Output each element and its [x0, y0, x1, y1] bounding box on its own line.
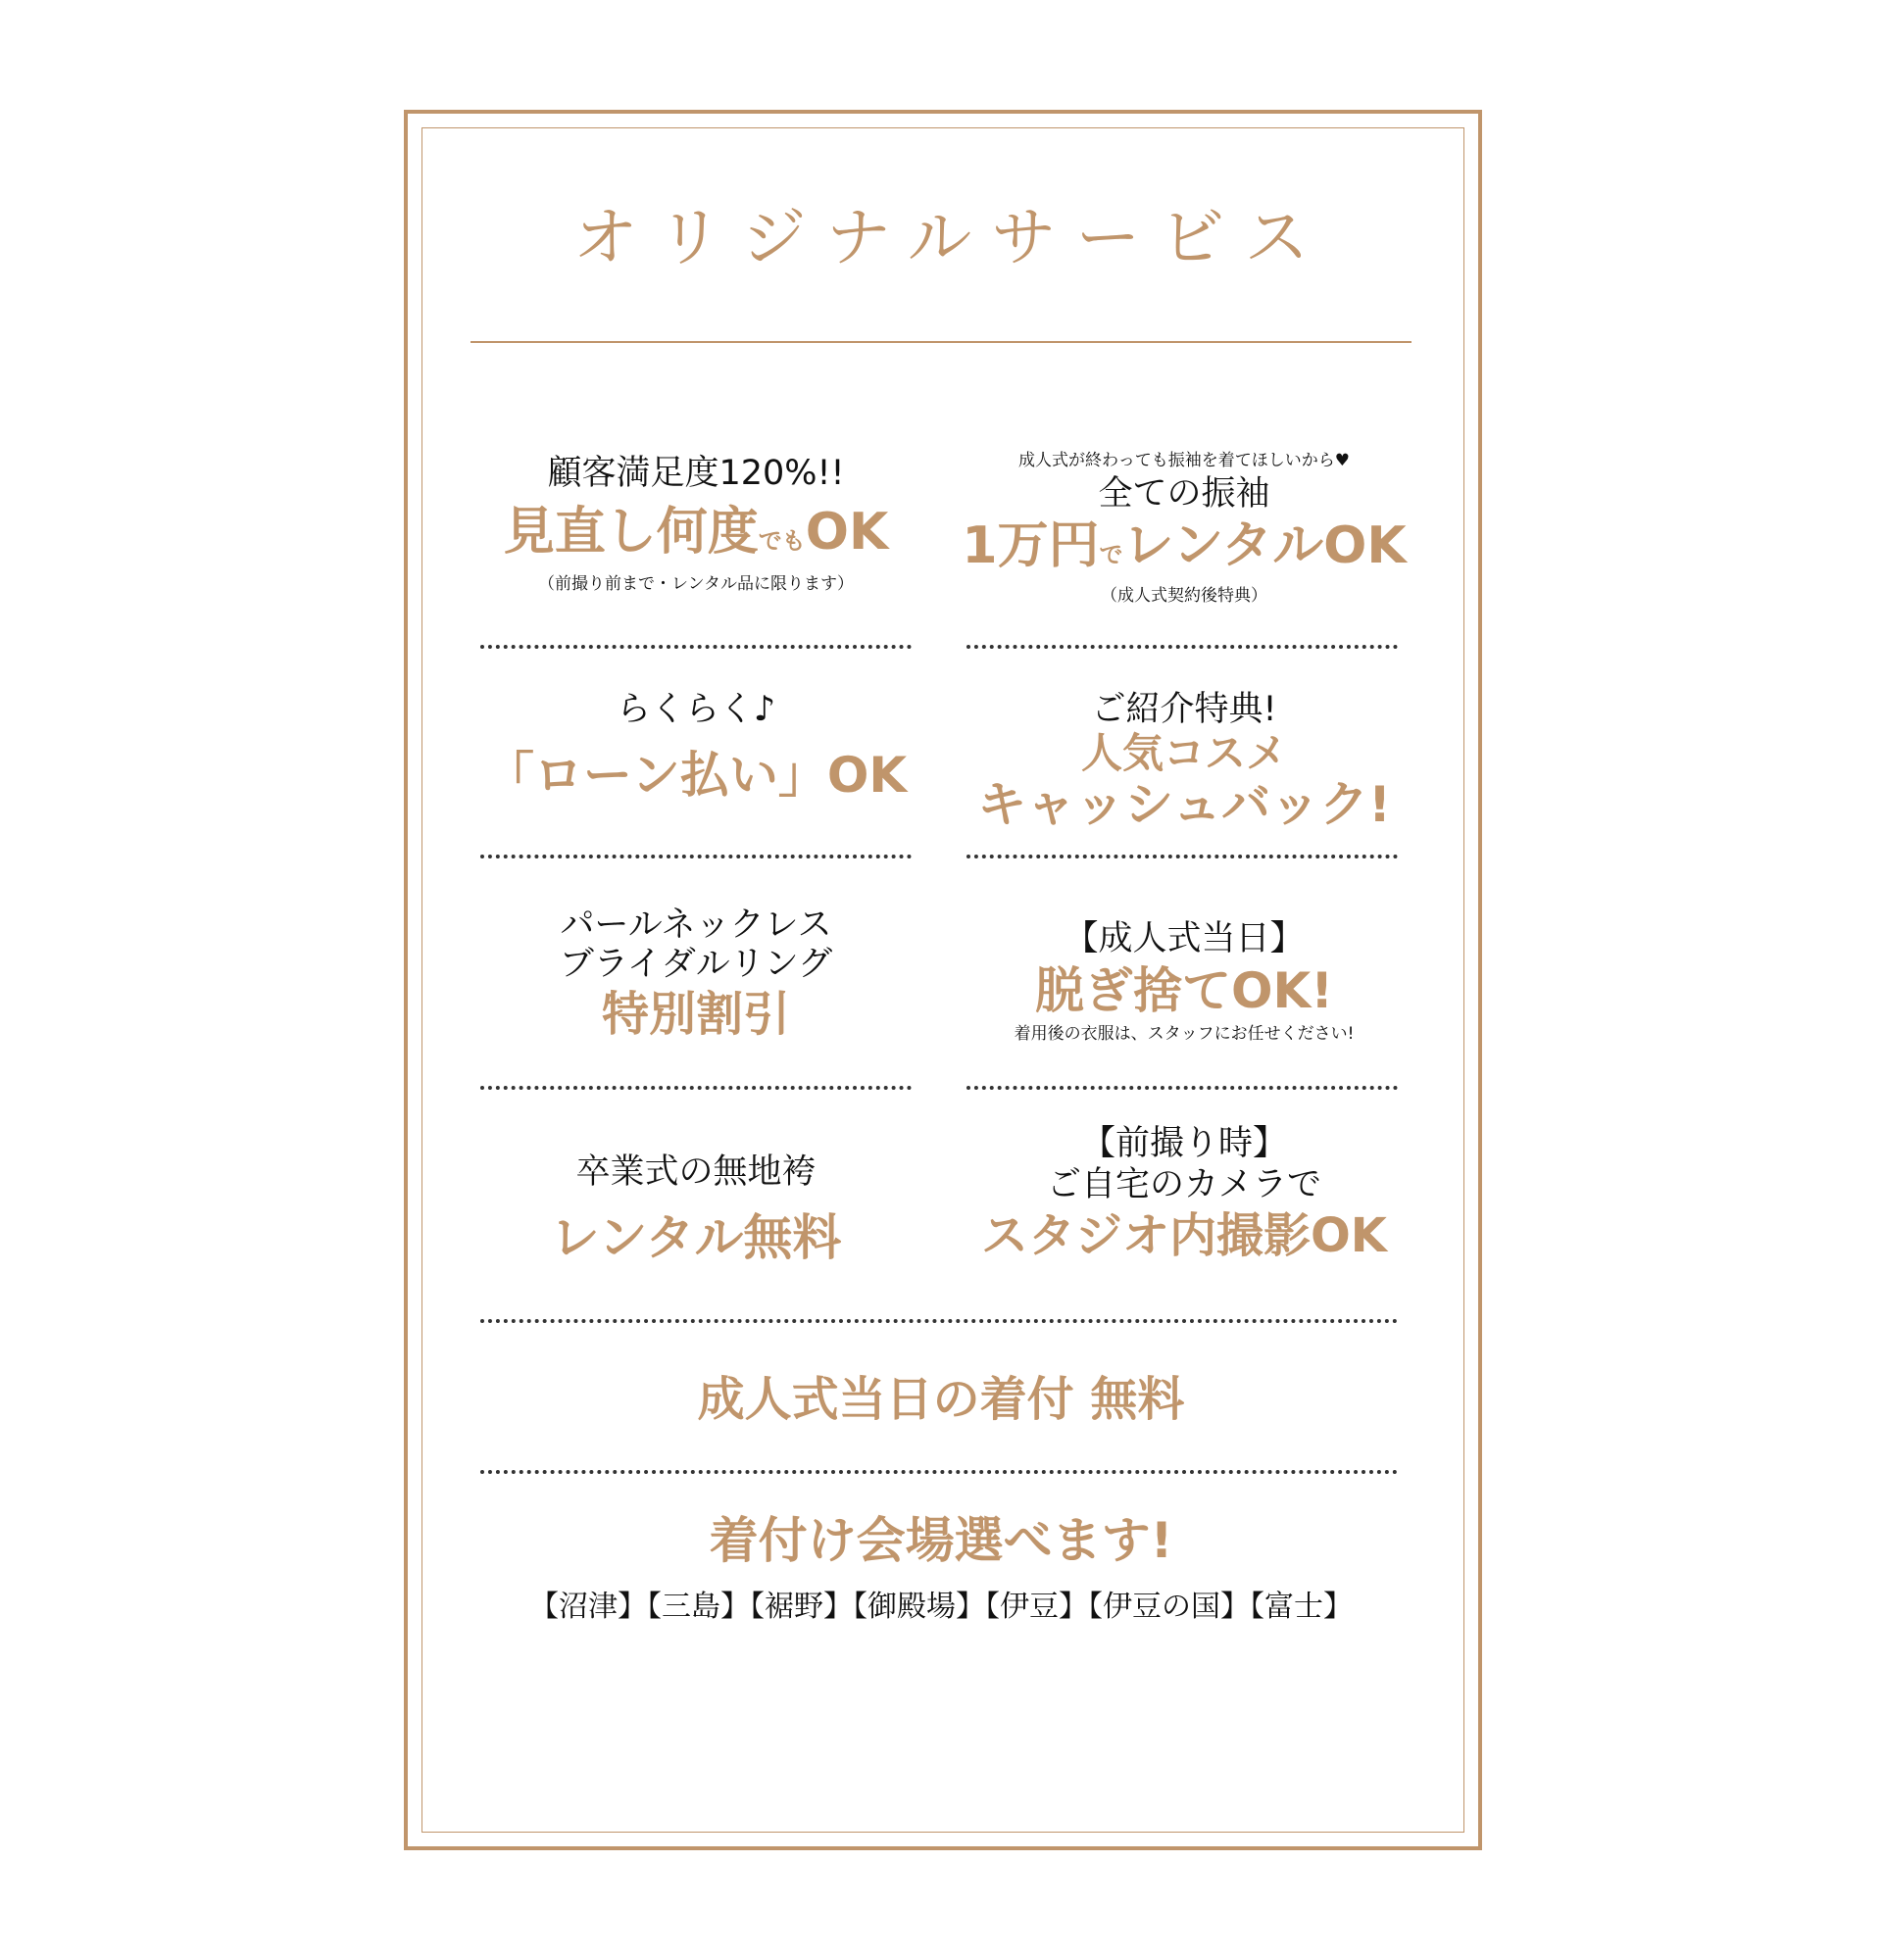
service-note: （成人式契約後特典） — [1101, 586, 1267, 606]
service-venues — [451, 1507, 1431, 1627]
page-title: オリジナルサービス — [572, 200, 1329, 275]
service-dressing-free — [451, 1368, 1431, 1431]
service-main: キャッシュバック! — [977, 776, 1391, 833]
title-divider — [470, 341, 1412, 343]
service-change-clothes — [939, 917, 1429, 1047]
service-lead: らくらく♪ — [616, 690, 776, 729]
service-main-part: 1万円 — [962, 516, 1100, 575]
service-rental — [939, 449, 1429, 607]
service-main: 「ローン払い」OK — [484, 747, 908, 804]
service-main: レンタル無料 — [550, 1209, 842, 1266]
service-lead: ご自宅のカメラで — [1046, 1165, 1321, 1204]
dotted-divider — [480, 1470, 1398, 1474]
service-main: 脱ぎ捨てOK! — [1034, 962, 1334, 1019]
service-jewelry — [451, 906, 941, 1045]
service-main: 成人式当日の着付 無料 — [697, 1372, 1185, 1427]
service-referral — [939, 688, 1429, 833]
service-main-part: レンタルOK — [1122, 516, 1407, 575]
service-main-small: で — [1099, 541, 1123, 568]
dotted-divider — [966, 1086, 1398, 1090]
dotted-divider — [480, 645, 912, 649]
service-lead: 卒業式の無地袴 — [575, 1152, 817, 1192]
service-lead: ご紹介特典! — [1091, 690, 1277, 729]
service-hakama — [451, 1151, 941, 1270]
service-lead: ブライダルリング — [559, 945, 833, 984]
service-main — [451, 500, 941, 573]
service-lead: 全ての振袖 — [1098, 474, 1270, 514]
service-main: 人気コスメ — [1080, 729, 1287, 777]
service-lead: 【成人式当日】 — [1064, 919, 1305, 958]
service-lead: 顧客満足度120%!! — [547, 454, 845, 493]
service-main-part: 見直し何度 — [503, 503, 759, 562]
dotted-divider — [966, 645, 1398, 649]
service-main: 着付け会場選べます! — [709, 1512, 1173, 1569]
dotted-divider — [480, 855, 912, 858]
dotted-divider — [966, 855, 1398, 858]
service-camera — [939, 1123, 1429, 1266]
dotted-divider — [480, 1086, 912, 1090]
service-main-small: でも — [758, 527, 806, 555]
service-main — [939, 515, 1429, 585]
service-lead: パールネックレス — [560, 906, 832, 945]
service-main: 特別割引 — [601, 987, 790, 1042]
service-lead: 【前撮り時】 — [1080, 1124, 1287, 1163]
service-main-part: OK — [805, 503, 889, 562]
venue-list: 【沼津】【三島】【裾野】【御殿場】【伊豆】【伊豆の国】【富士】 — [529, 1590, 1353, 1624]
service-satisfaction — [451, 453, 941, 595]
service-note: （前撮り前まで・レンタル品に限ります） — [538, 574, 854, 594]
service-note: 着用後の衣服は、スタッフにお任せください! — [1014, 1024, 1355, 1044]
service-loan — [451, 688, 941, 808]
dotted-divider — [480, 1319, 1398, 1323]
service-main: スタジオ内撮影OK — [980, 1208, 1387, 1263]
service-pre: 成人式が終わっても振袖を着てほしいから♥ — [1017, 451, 1351, 470]
